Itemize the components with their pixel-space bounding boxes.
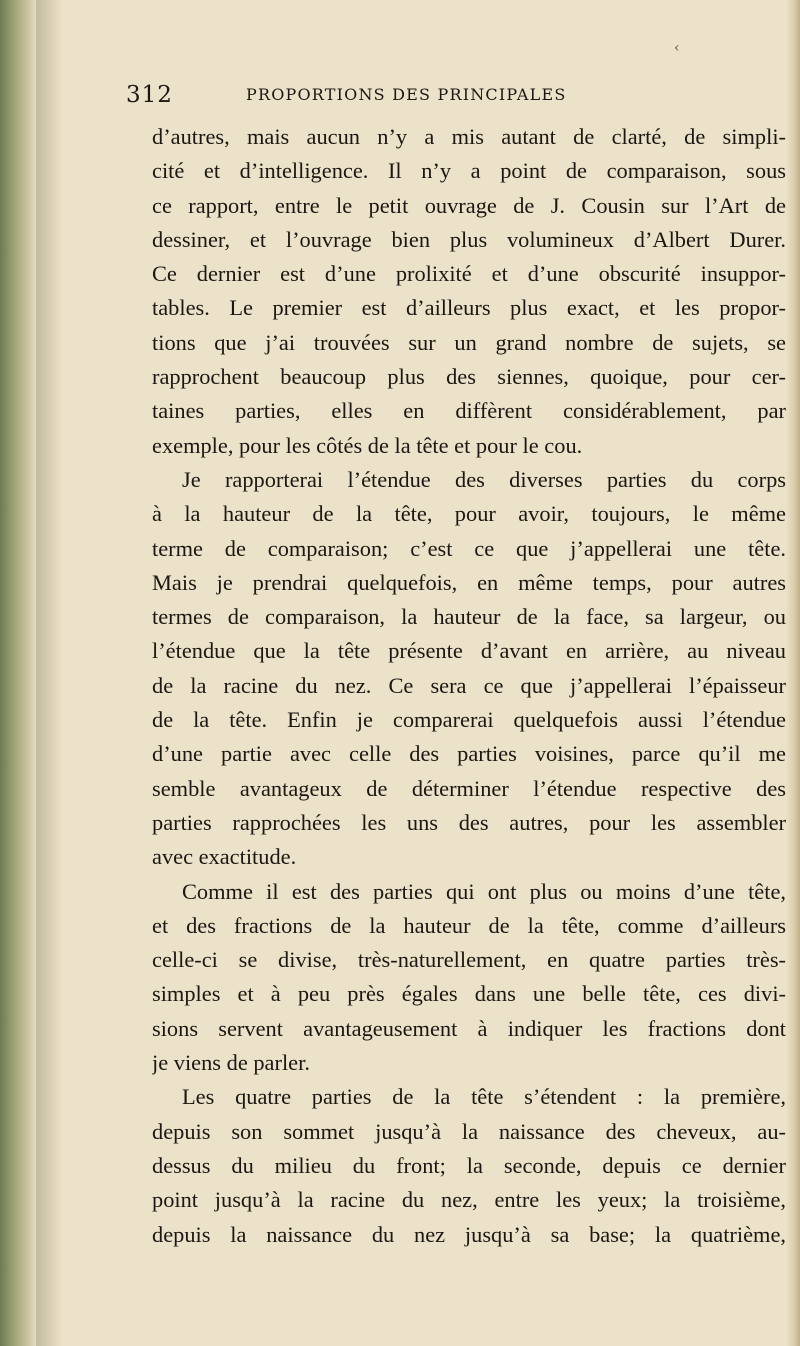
text-line: termes de comparaison, la hauteur de la face, sa largeur, ou [152, 604, 786, 630]
text-line: Comme il est des parties qui ont plus ou moins d’une tête, [182, 878, 786, 904]
text-line: depuis son sommet jusqu’à la naissance des cheveux, au- [152, 1118, 786, 1144]
text-line: celle-ci se divise, très-naturellement, en quatre parties très- [152, 947, 786, 973]
text-line: dessus du milieu du front; la seconde, depuis ce dernier [152, 1152, 786, 1178]
running-title: PROPORTIONS DES PRINCIPALES [246, 85, 567, 104]
gutter-shadow [36, 0, 62, 1346]
text-line: d’autres, mais aucun n’y a mis autant de clarté, de simpli- [152, 124, 786, 149]
text-line: et des fractions de la hauteur de la tête, comme d’ailleurs [152, 912, 786, 938]
text-line: point jusqu’à la racine du nez, entre les yeux; la troisième, [152, 1187, 786, 1213]
text-line: d’une partie avec celle des parties voisines, parce qu’il me [152, 741, 786, 767]
text-line: rapprochent beaucoup plus des siennes, quoique, pour cer- [152, 364, 786, 390]
text-line: à la hauteur de la tête, pour avoir, toujours, le même [152, 501, 786, 527]
text-line: Je rapporterai l’étendue des diverses parties du corps [182, 466, 786, 492]
text-line: sions servent avantageusement à indiquer les fractions dont [152, 1015, 786, 1041]
text-line: Mais je prendrai quelquefois, en même temps, pour autres [152, 569, 786, 595]
text-line: ce rapport, entre le petit ouvrage de J. Cousin sur l’Art de [152, 192, 786, 218]
text-line: parties rapprochées les uns des autres, pour les assembler [152, 809, 786, 835]
text-line: je viens de parler. [152, 1050, 310, 1076]
text-line: cité et d’intelligence. Il n’y a point de comparaison, sous [152, 158, 786, 184]
ink-speck: ‹ [674, 40, 680, 56]
text-line: de la tête. Enfin je comparerai quelquefois aussi l’étendue [152, 707, 786, 733]
text-line: taines parties, elles en diffèrent considérablement, par [152, 398, 786, 424]
text-line: semble avantageux de déterminer l’étendue respective des [152, 775, 786, 801]
text-line: de la racine du nez. Ce sera ce que j’appellerai l’épaisseur [152, 672, 786, 698]
text-line: tions que j’ai trouvées sur un grand nombre de sujets, se [152, 329, 786, 355]
text-line: depuis la naissance du nez jusqu’à sa base; la quatrième, [152, 1221, 786, 1247]
text-line: Les quatre parties de la tête s’étendent : la première, [182, 1084, 786, 1110]
book-page [126, 0, 790, 1346]
body-text [152, 120, 786, 1252]
text-line: l’étendue que la tête présente d’avant en arrière, au niveau [152, 638, 786, 664]
page-number: 312 [126, 82, 173, 108]
text-line: dessiner, et l’ouvrage bien plus volumineux d’Albert Durer. [152, 226, 786, 252]
text-line: avec exactitude. [152, 844, 297, 870]
running-head [126, 76, 790, 114]
book-gutter [0, 0, 36, 1346]
text-line: simples et à peu près égales dans une belle tête, ces divi- [152, 981, 786, 1007]
text-line: terme de comparaison; c’est ce que j’appellerai une tête. [152, 535, 786, 561]
text-line: tables. Le premier est d’ailleurs plus exact, et les propor- [152, 295, 786, 321]
text-line: Ce dernier est d’une prolixité et d’une obscurité insuppor- [152, 261, 786, 287]
text-line: exemple, pour les côtés de la tête et pour le cou. [152, 432, 583, 458]
